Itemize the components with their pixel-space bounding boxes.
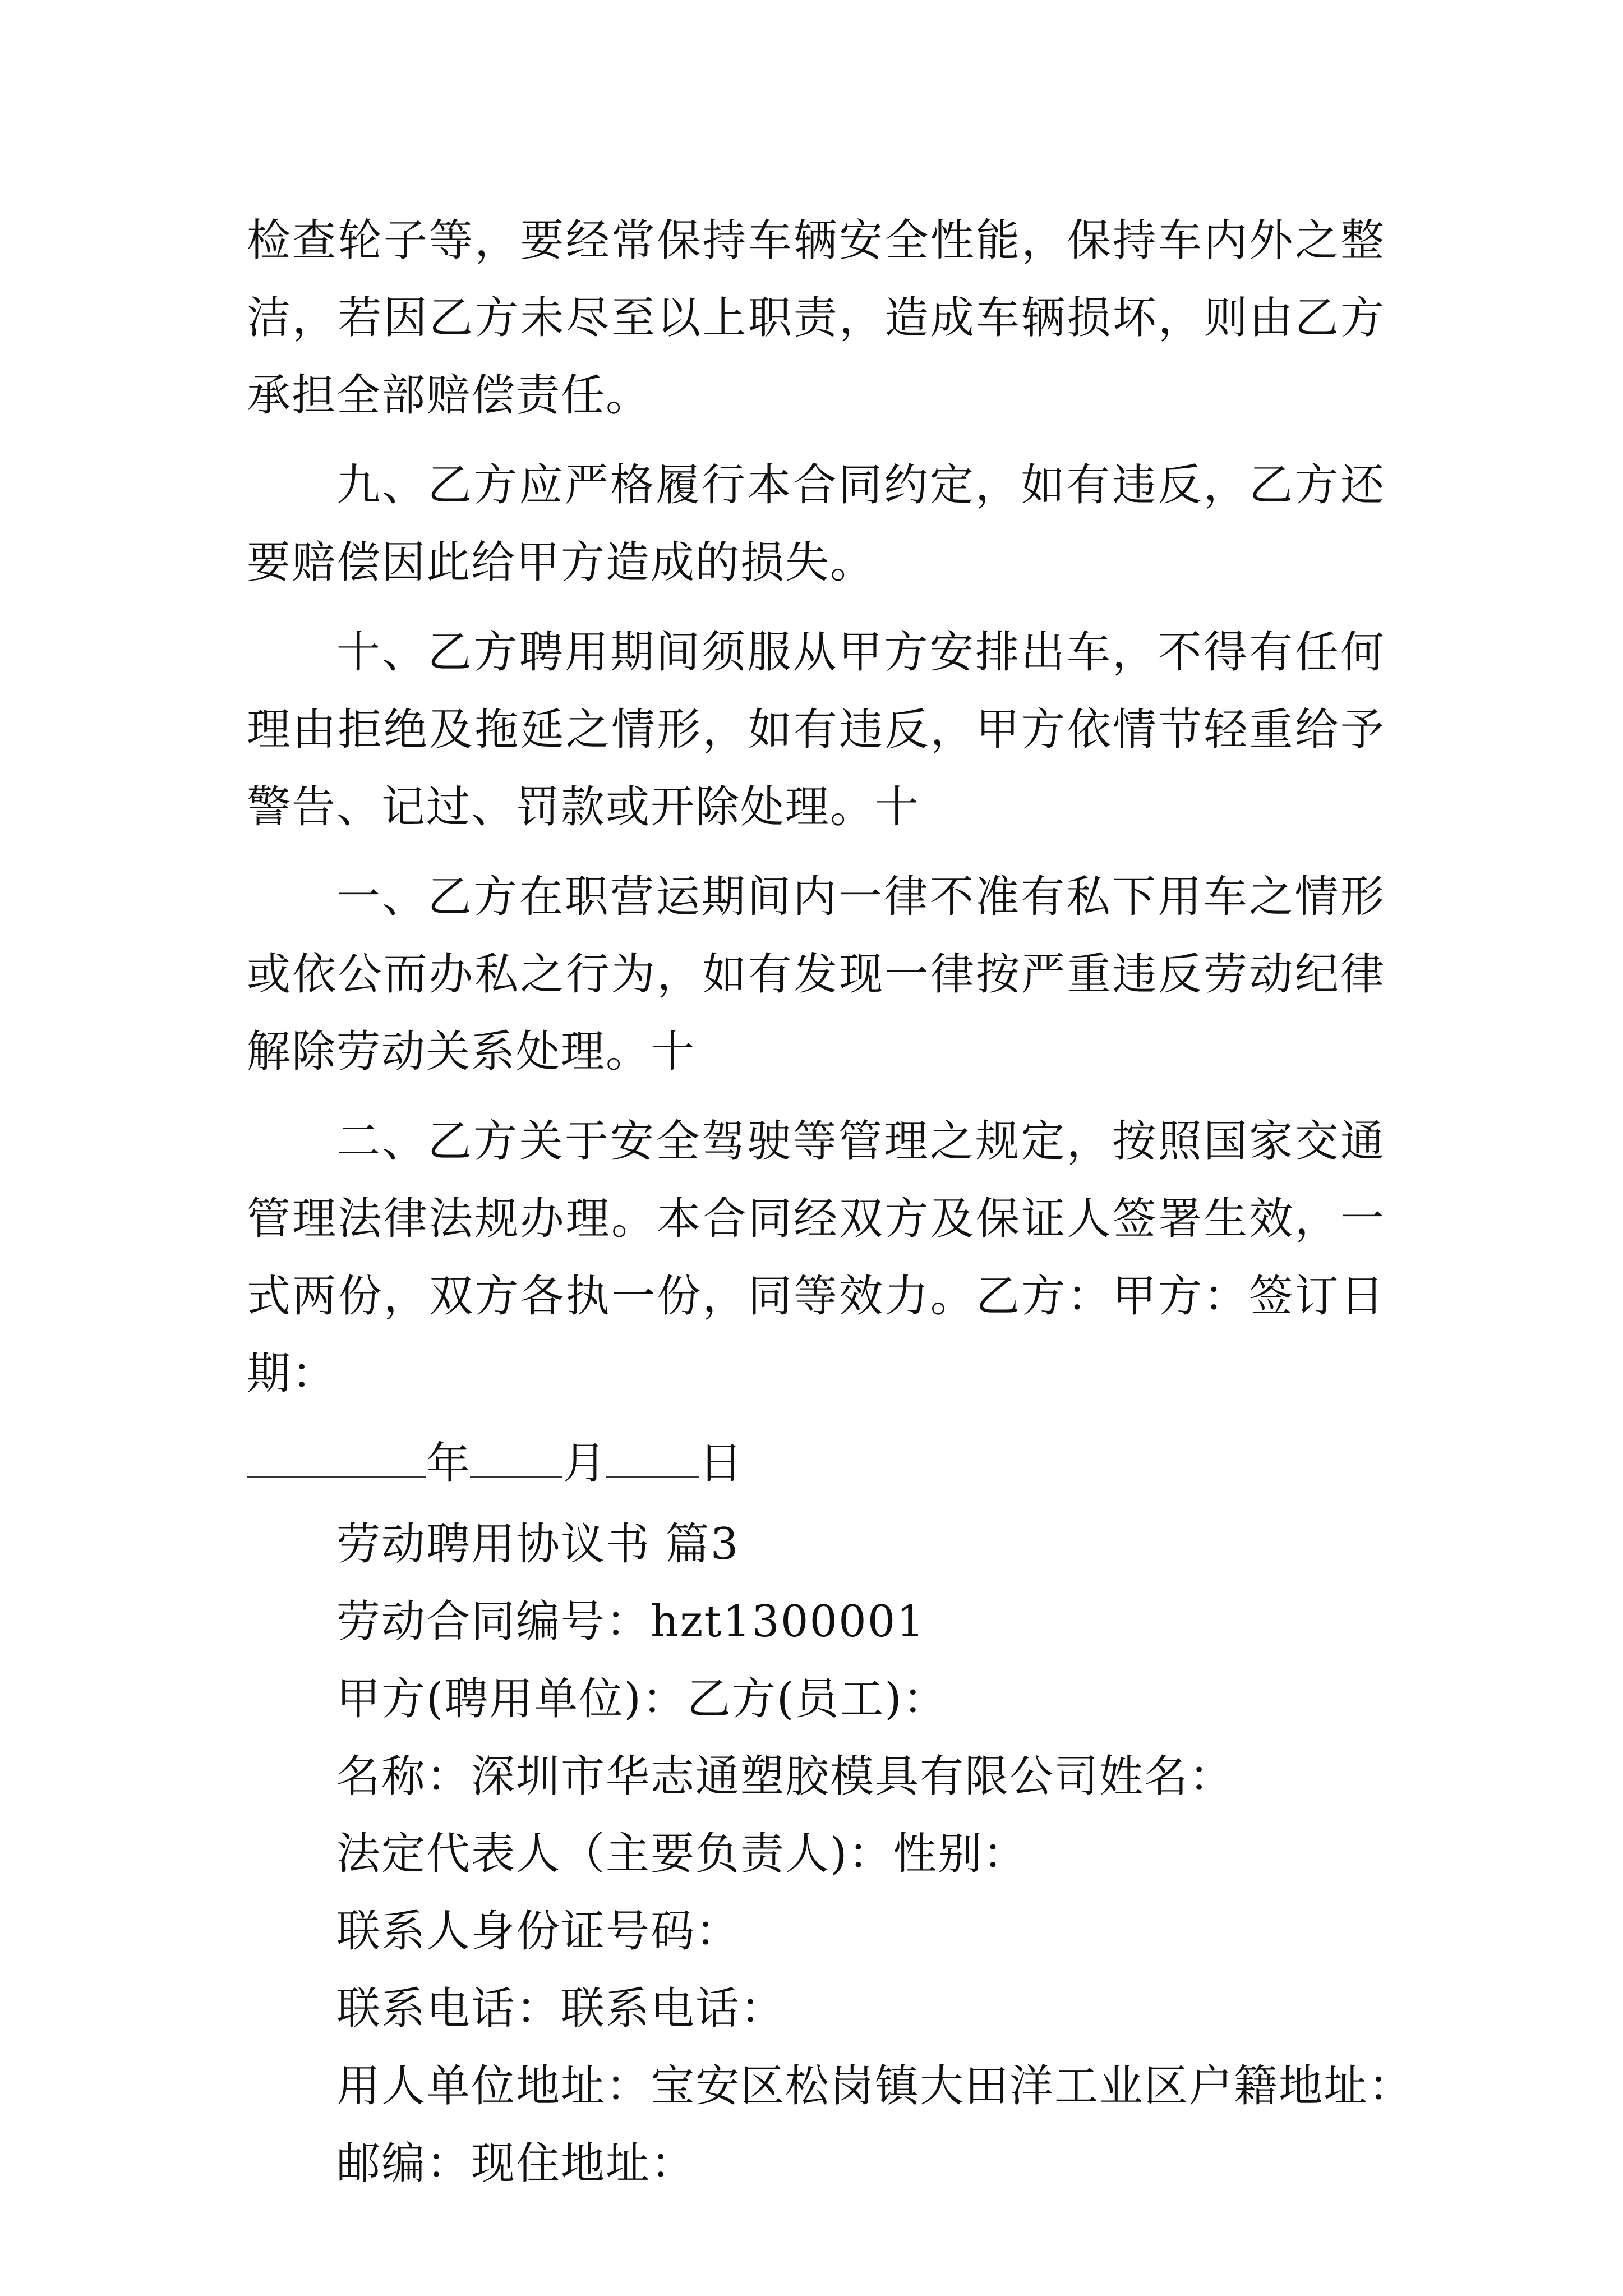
day-label: 日 <box>699 1438 743 1489</box>
address-line: 用人单位地址：宝安区松岗镇大田洋工业区户籍地址： <box>336 2061 1414 2111</box>
paragraph-clause-10: 十、乙方聘用期间须服从甲方安排出车，不得有任何理由拒绝及拖延之情形，如有违反，甲方依情节轻重给予警告、记过、罚款或开除处理。十 <box>247 627 1385 832</box>
year-blank <box>247 1430 426 1478</box>
month-label: 月 <box>562 1438 607 1489</box>
month-blank <box>470 1430 562 1478</box>
contract-number: 劳动合同编号：hzt1300001 <box>336 1596 926 1647</box>
paragraph-clause-12: 二、乙方关于安全驾驶等管理之规定，按照国家交通管理法律法规办理。本合同经双方及保证人签署生效，一式两份，双方各执一份，同等效力。乙方：甲方：签订日期： <box>247 1116 1385 1399</box>
representative-line: 法定代表人（主要负责人)：性别： <box>336 1829 1028 1879</box>
phone-line: 联系电话：联系电话： <box>336 1984 786 2034</box>
contact-id-line: 联系人身份证号码： <box>336 1906 741 1957</box>
postcode-line: 邮编：现住地址： <box>336 2138 696 2189</box>
paragraph-vehicle-maintenance: 检查轮子等，要经常保持车辆安全性能，保持车内外之整洁，若因乙方未尽至以上职责，造成车辆损坏，则由乙方承担全部赔偿责任。 <box>247 215 1385 421</box>
company-name-line: 名称：深圳市华志通塑胶模具有限公司姓名： <box>336 1751 1234 1802</box>
day-blank <box>606 1430 699 1478</box>
section-heading: 劳动聘用协议书 篇3 <box>336 1519 740 1570</box>
signing-date-line <box>247 1425 1385 1502</box>
document-body <box>247 202 1414 2202</box>
paragraph-clause-11: 一、乙方在职营运期间内一律不准有私下用车之情形或依公而办私之行为，如有发现一律按严重违反劳动纪律解除劳动关系处理。十 <box>247 872 1385 1077</box>
paragraph-clause-9: 九、乙方应严格履行本合同约定，如有违反，乙方还要赔偿因此给甲方造成的损失。 <box>247 460 1385 588</box>
parties-line: 甲方(聘用单位)：乙方(员工)： <box>336 1674 948 1724</box>
year-label: 年 <box>426 1438 471 1489</box>
